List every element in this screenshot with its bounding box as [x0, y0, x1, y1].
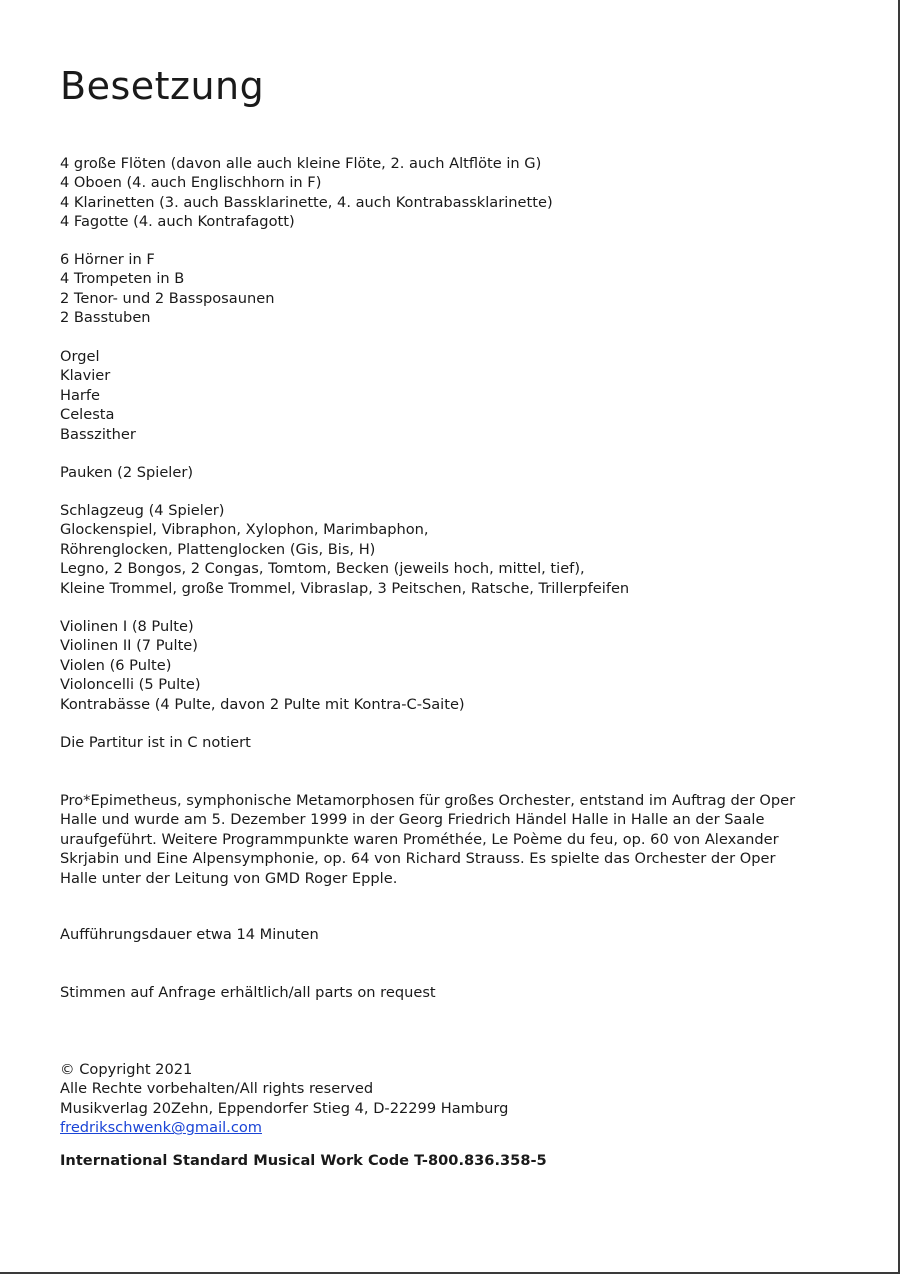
- instrument-line: 4 Oboen (4. auch Englischhorn in F): [60, 174, 322, 192]
- premiere-line: uraufgeführt. Weitere Programmpunkte waren Prométhée, Le Poème du feu, op. 60 von Alexander: [60, 830, 779, 848]
- instrument-line: Celesta: [60, 406, 115, 424]
- instrument-line: Pauken (2 Spieler): [60, 464, 194, 481]
- instrument-line: 6 Hörner in F: [60, 251, 155, 268]
- parts-text: Stimmen auf Anfrage erhältlich/all parts on request: [60, 984, 436, 1001]
- instrument-line: Röhrenglocken, Plattenglocken (Gis, Bis, H): [60, 540, 376, 558]
- instrument-line: Orgel: [60, 348, 100, 365]
- instrument-line: 2 Tenor- und 2 Bassposaunen: [60, 289, 275, 307]
- notation-note: [60, 733, 850, 752]
- woodwinds-section: [60, 154, 850, 232]
- instrument-line: Kontrabässe (4 Pulte, davon 2 Pulte mit Kontra-C-Saite): [60, 695, 465, 713]
- copyright-line: © Copyright 2021: [60, 1061, 193, 1078]
- instrument-line: Violoncelli (5 Pulte): [60, 676, 201, 694]
- instrument-line: 4 große Flöten (davon alle auch kleine Flöte, 2. auch Altflöte in G): [60, 155, 542, 172]
- iswc-code: International Standard Musical Work Code T-800.836.358-5: [60, 1152, 547, 1169]
- premiere-paragraph: [60, 791, 850, 888]
- instrument-line: Basszither: [60, 425, 136, 443]
- instrument-line: Violinen II (7 Pulte): [60, 637, 198, 655]
- instrument-line: 4 Trompeten in B: [60, 270, 185, 288]
- publisher-address: Musikverlag 20Zehn, Eppendorfer Stieg 4, D-22299 Hamburg: [60, 1099, 509, 1117]
- instrument-line: Glockenspiel, Vibraphon, Xylophon, Marimbaphon,: [60, 521, 429, 539]
- instrument-line: Harfe: [60, 386, 101, 404]
- notation-text: Die Partitur ist in C notiert: [60, 734, 251, 751]
- iswc-block: [60, 1151, 850, 1170]
- strings-section: [60, 617, 850, 714]
- premiere-line: Halle und wurde am 5. Dezember 1999 in der Georg Friedrich Händel Halle in Halle an der Saale: [60, 811, 765, 829]
- duration-note: [60, 925, 850, 944]
- percussion-section: [60, 501, 850, 598]
- rights-line: Alle Rechte vorbehalten/All rights reserved: [60, 1080, 374, 1098]
- instrument-line: 4 Fagotte (4. auch Kontrafagott): [60, 213, 295, 231]
- duration-text: Aufführungsdauer etwa 14 Minuten: [60, 926, 319, 943]
- premiere-line: Skrjabin und Eine Alpensymphonie, op. 64 von Richard Strauss. Es spielte das Orchester der Oper: [60, 850, 776, 868]
- premiere-line: Halle unter der Leitung von GMD Roger Epple.: [60, 869, 398, 887]
- instrument-line: Legno, 2 Bongos, 2 Congas, Tomtom, Becken (jeweils hoch, mittel, tief),: [60, 560, 585, 578]
- premiere-line: Pro*Epimetheus, symphonische Metamorphosen für großes Orchester, entstand im Auftrag der Oper: [60, 792, 796, 809]
- instrument-line: Klavier: [60, 367, 111, 385]
- copyright-block: [60, 1060, 850, 1138]
- instrument-line: Violen (6 Pulte): [60, 656, 172, 674]
- instrument-line: Kleine Trommel, große Trommel, Vibraslap, 3 Peitschen, Ratsche, Trillerpfeifen: [60, 579, 630, 597]
- instrument-line: Schlagzeug (4 Spieler): [60, 502, 225, 519]
- page-title: Besetzung: [60, 64, 265, 108]
- parts-note: [60, 983, 850, 1002]
- timpani-section: [60, 463, 850, 482]
- keyboards-section: [60, 347, 850, 444]
- email-link[interactable]: fredrikschwenk@gmail.com: [60, 1119, 262, 1137]
- instrument-line: 2 Basstuben: [60, 309, 151, 327]
- instrument-line: Violinen I (8 Pulte): [60, 618, 194, 635]
- instrument-line: 4 Klarinetten (3. auch Bassklarinette, 4. auch Kontrabassklarinette): [60, 193, 553, 211]
- brass-section: [60, 250, 850, 328]
